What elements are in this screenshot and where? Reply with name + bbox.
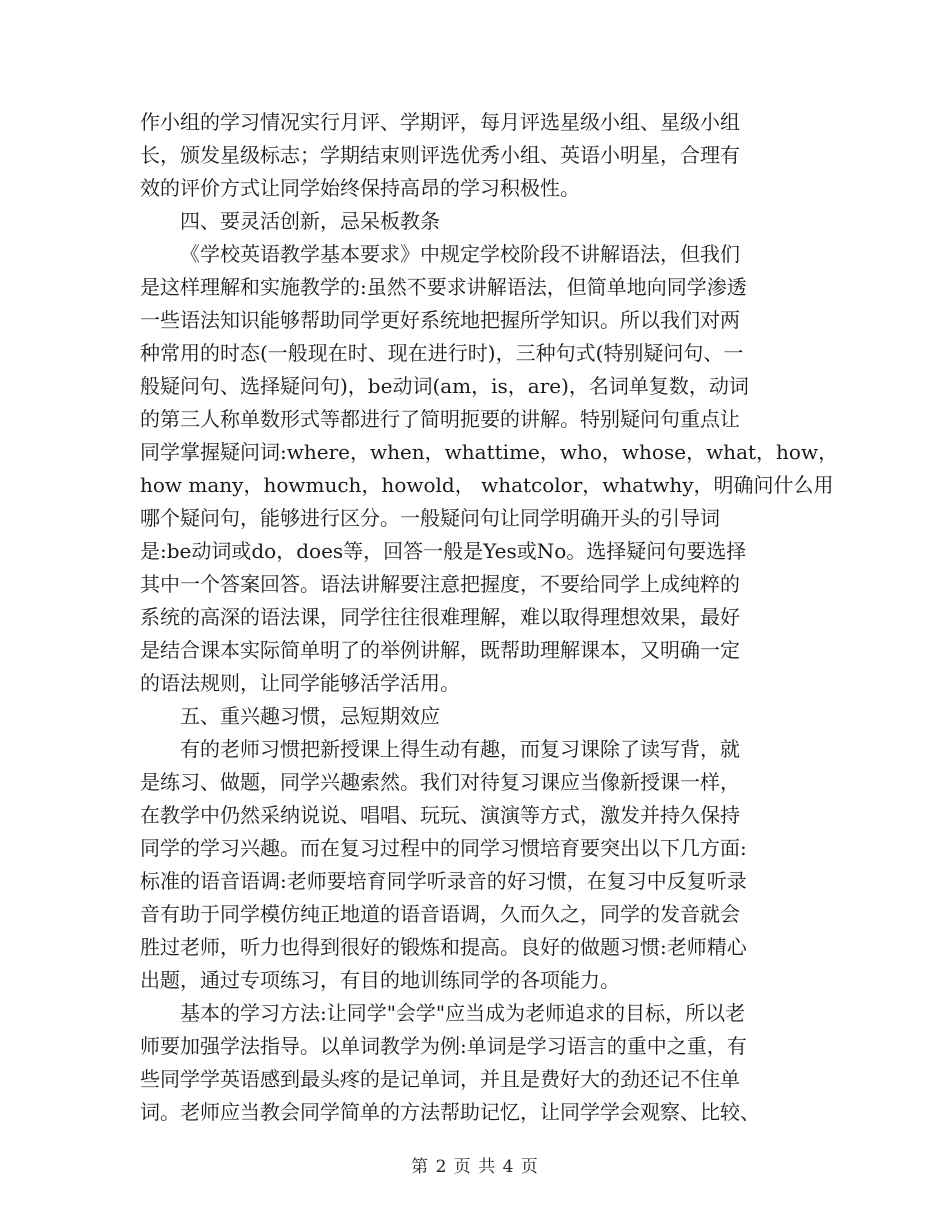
page-number-footer: 第 2 页 共 4 页 <box>411 1157 539 1177</box>
text-line: 的第三人称单数形式等都进行了简明扼要的讲解。特别疑问句重点让 <box>140 407 740 431</box>
text-line: 基本的学习方法:让同学"会学"应当成为老师追求的目标，所以老 <box>180 1001 746 1025</box>
text-line: 一些语法知识能够帮助同学更好系统地把握所学知识。所以我们对两 <box>140 308 740 332</box>
text-line: 长，颁发星级标志；学期结束则评选优秀小组、英语小明星，合理有 <box>140 143 740 167</box>
text-line: 的语法规则，让同学能够活学活用。 <box>140 671 460 695</box>
text-line: 效的评价方式让同学始终保持高昂的学习积极性。 <box>140 176 580 200</box>
text-line: 同学掌握疑问词:where，when，whattime，who，whose，what，how， <box>140 440 839 464</box>
text-line: 系统的高深的语法课，同学往往很难理解，难以取得理想效果，最好 <box>140 605 740 629</box>
section-heading-4: 四、要灵活创新，忌呆板教条 <box>180 209 440 233</box>
text-line: 是这样理解和实施教学的:虽然不要求讲解语法，但简单地向同学渗透 <box>140 275 747 299</box>
text-line: 其中一个答案回答。语法讲解要注意把握度，不要给同学上成纯粹的 <box>140 572 740 596</box>
text-line: 《学校英语教学基本要求》中规定学校阶段不讲解语法，但我们 <box>180 242 740 266</box>
text-line: 词。老师应当教会同学简单的方法帮助记忆，让同学学会观察、比较、 <box>140 1100 760 1124</box>
section-heading-5: 五、重兴趣习惯，忌短期效应 <box>180 704 440 728</box>
text-line: 胜过老师，听力也得到很好的锻炼和提高。良好的做题习惯:老师精心 <box>140 935 747 959</box>
text-line: 是:be动词或do，does等，回答一般是Yes或No。选择疑问句要选择 <box>140 539 747 563</box>
text-line: 是练习、做题，同学兴趣索然。我们对待复习课应当像新授课一样， <box>140 770 740 794</box>
text-line: how many，howmuch，howold， whatcolor，whatwhy，明确问什么用 <box>140 473 834 497</box>
text-line: 标准的语音语调:老师要培育同学听录音的好习惯，在复习中反复听录 <box>140 869 747 893</box>
text-line: 种常用的时态(一般现在时、现在进行时)，三种句式(特别疑问句、一 <box>140 341 744 365</box>
text-line: 些同学学英语感到最头疼的是记单词，并且是费好大的劲还记不住单 <box>140 1067 740 1091</box>
text-line: 般疑问句、选择疑问句)，be动词(am，is，are)，名词单复数，动词 <box>140 374 749 398</box>
text-line: 出题，通过专项练习，有目的地训练同学的各项能力。 <box>140 968 620 992</box>
text-line: 音有助于同学模仿纯正地道的语音语调，久而久之，同学的发音就会 <box>140 902 740 926</box>
text-line: 师要加强学法指导。以单词教学为例:单词是学习语言的重中之重，有 <box>140 1034 747 1058</box>
text-line: 哪个疑问句，能够进行区分。一般疑问句让同学明确开头的引导词 <box>140 506 720 530</box>
text-line: 有的老师习惯把新授课上得生动有趣，而复习课除了读写背，就 <box>180 737 740 761</box>
text-line: 同学的学习兴趣。而在复习过程中的同学习惯培育要突出以下几方面: <box>140 836 747 860</box>
text-line: 在教学中仍然采纳说说、唱唱、玩玩、演演等方式，激发并持久保持 <box>140 803 740 827</box>
document-body <box>140 106 839 1129</box>
text-line: 是结合课本实际简单明了的举例讲解，既帮助理解课本，又明确一定 <box>140 638 740 662</box>
text-line: 作小组的学习情况实行月评、学期评，每月评选星级小组、星级小组 <box>140 110 740 134</box>
